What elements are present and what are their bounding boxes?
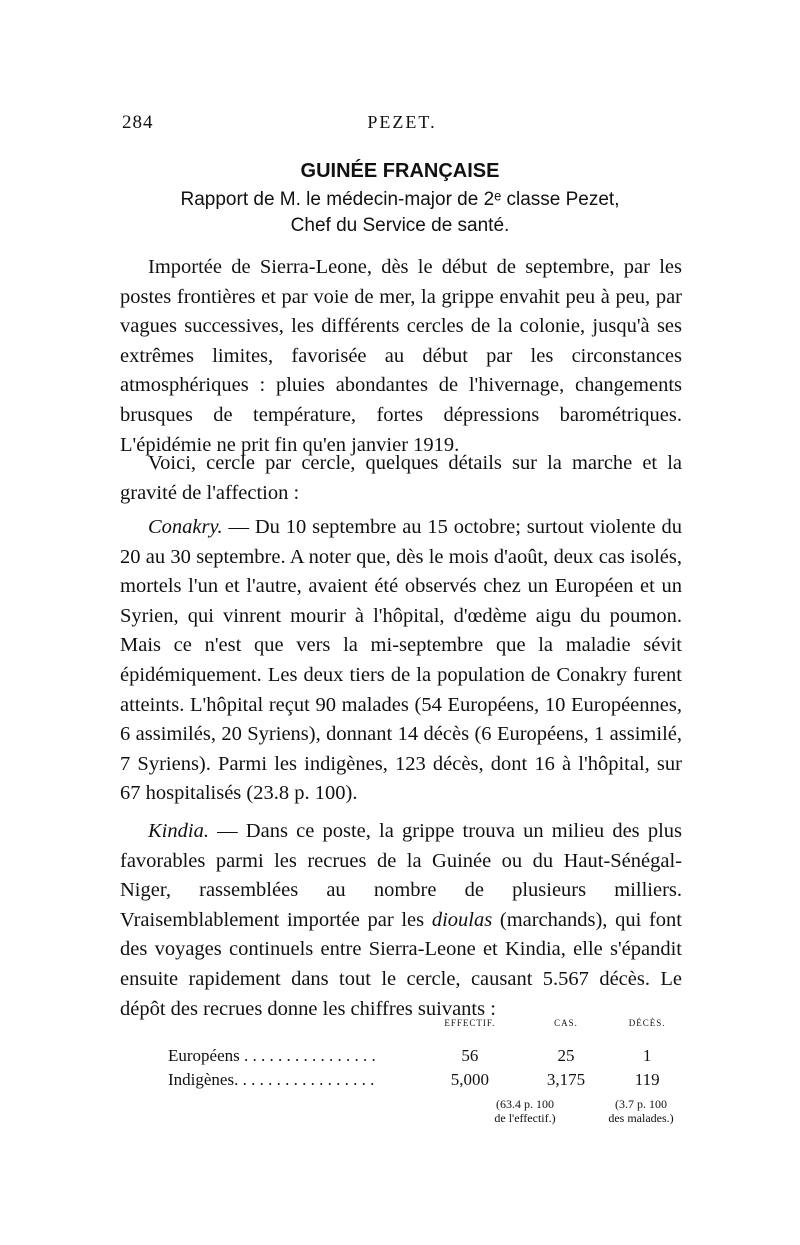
running-head: PEZET. bbox=[367, 112, 437, 132]
column-header-cas: CAS. bbox=[554, 1018, 578, 1028]
cell-cas: 25 bbox=[557, 1046, 575, 1065]
paragraph-conakry bbox=[120, 513, 682, 809]
table-row bbox=[168, 1068, 688, 1092]
paragraph-overview: Voici, cercle par cercle, quelques détails sur la marche et la gravité de l'affection : bbox=[120, 452, 682, 504]
column-header-effectif: EFFECTIF. bbox=[444, 1018, 496, 1028]
note-cas-basis: de l'effectif.) bbox=[494, 1111, 556, 1125]
page-number: 284 bbox=[122, 112, 154, 133]
table-header-blank bbox=[168, 1017, 414, 1044]
cell-cas: 3,175 bbox=[546, 1070, 586, 1089]
row-label: Européens . . . . . . . . . . . . . . . . bbox=[168, 1046, 376, 1065]
cell-effectif: 5,000 bbox=[450, 1070, 489, 1089]
row-label: Indigènes. . . . . . . . . . . . . . . . . bbox=[168, 1070, 375, 1089]
column-header-deces: DÉCÈS. bbox=[628, 1018, 666, 1028]
table-header-row bbox=[168, 1017, 688, 1044]
place-name-conakry: Conakry. bbox=[148, 516, 223, 538]
place-name-kindia: Kindia. bbox=[148, 820, 209, 842]
paragraph-kindia bbox=[120, 817, 682, 1024]
table-row bbox=[168, 1044, 688, 1068]
paragraph-intro: Importée de Sierra-Leone, dès le début de septembre, par les postes frontières et par voie de mer, la grippe envahit peu à peu, par vagues successives, les différents cercles de la colonie, jusqu'à ses extrêmes limites, favorisée au début par les circonstances atmosphériques : pluies abondantes de l'hivernage, changements brusques de température, fortes dépressions barométriques. L'épidémie ne prit fin qu'en janvier 1919. bbox=[120, 256, 682, 456]
page-header bbox=[122, 112, 682, 142]
note-deces-basis: des malades.) bbox=[608, 1111, 674, 1125]
cell-deces: 119 bbox=[634, 1070, 660, 1089]
paragraph-kindia-text-a: — Dans ce poste, la grippe trouva un milieu des plus favorables parmi les recrues de la Guinée ou du Haut-Sénégal-Niger, rassemblées au nombre de plusieurs milliers. Vraisemblablement importée par les bbox=[120, 820, 682, 931]
note-deces-percent: (3.7 p. 100 bbox=[615, 1097, 667, 1111]
cell-deces: 1 bbox=[642, 1046, 652, 1065]
paragraph-kindia-text-b: (marchands), qui font des voyages continuels entre Sierra-Leone et Kindia, elle s'épandit ensuite rapidement dans tout le cercle, causant 5.567 décès. Le dépôt des recrues donne les chiffres suivants : bbox=[120, 908, 683, 1020]
cell-effectif: 56 bbox=[461, 1046, 479, 1065]
recruits-table bbox=[168, 1017, 688, 1092]
report-byline-role: Chef du Service de santé. bbox=[290, 215, 510, 236]
report-byline: Rapport de M. le médecin-major de 2ᵉ classe Pezet, bbox=[180, 189, 620, 210]
term-dioulas: dioulas bbox=[431, 908, 493, 931]
note-cas-percent: (63.4 p. 100 bbox=[496, 1097, 554, 1111]
section-title: GUINÉE FRANÇAISE bbox=[300, 160, 500, 182]
paragraph-conakry-text: — Du 10 septembre au 15 octobre; surtout violente du 20 au 30 septembre. A noter que, dès le mois d'août, deux cas isolés, mortels l'un et l'autre, avaient été observés chez un Européen et un Syrien, qui vinrent mourir à l'hôpital, d'œdème aigu du poumon. Mais ce n'est que vers la mi-septembre que la maladie sévit épidémiquement. Les deux tiers de la population de Conakry furent atteints. L'hôpital reçut 90 malades (54 Européens, 10 Européennes, 6 assimilés, 20 Syriens), donnant 14 décès (6 Européens, 1 assimilé, 7 Syriens). Parmi les indigènes, 123 décès, dont 16 à l'hôpital, sur 67 hospitalisés (23.8 p. 100). bbox=[120, 516, 682, 805]
